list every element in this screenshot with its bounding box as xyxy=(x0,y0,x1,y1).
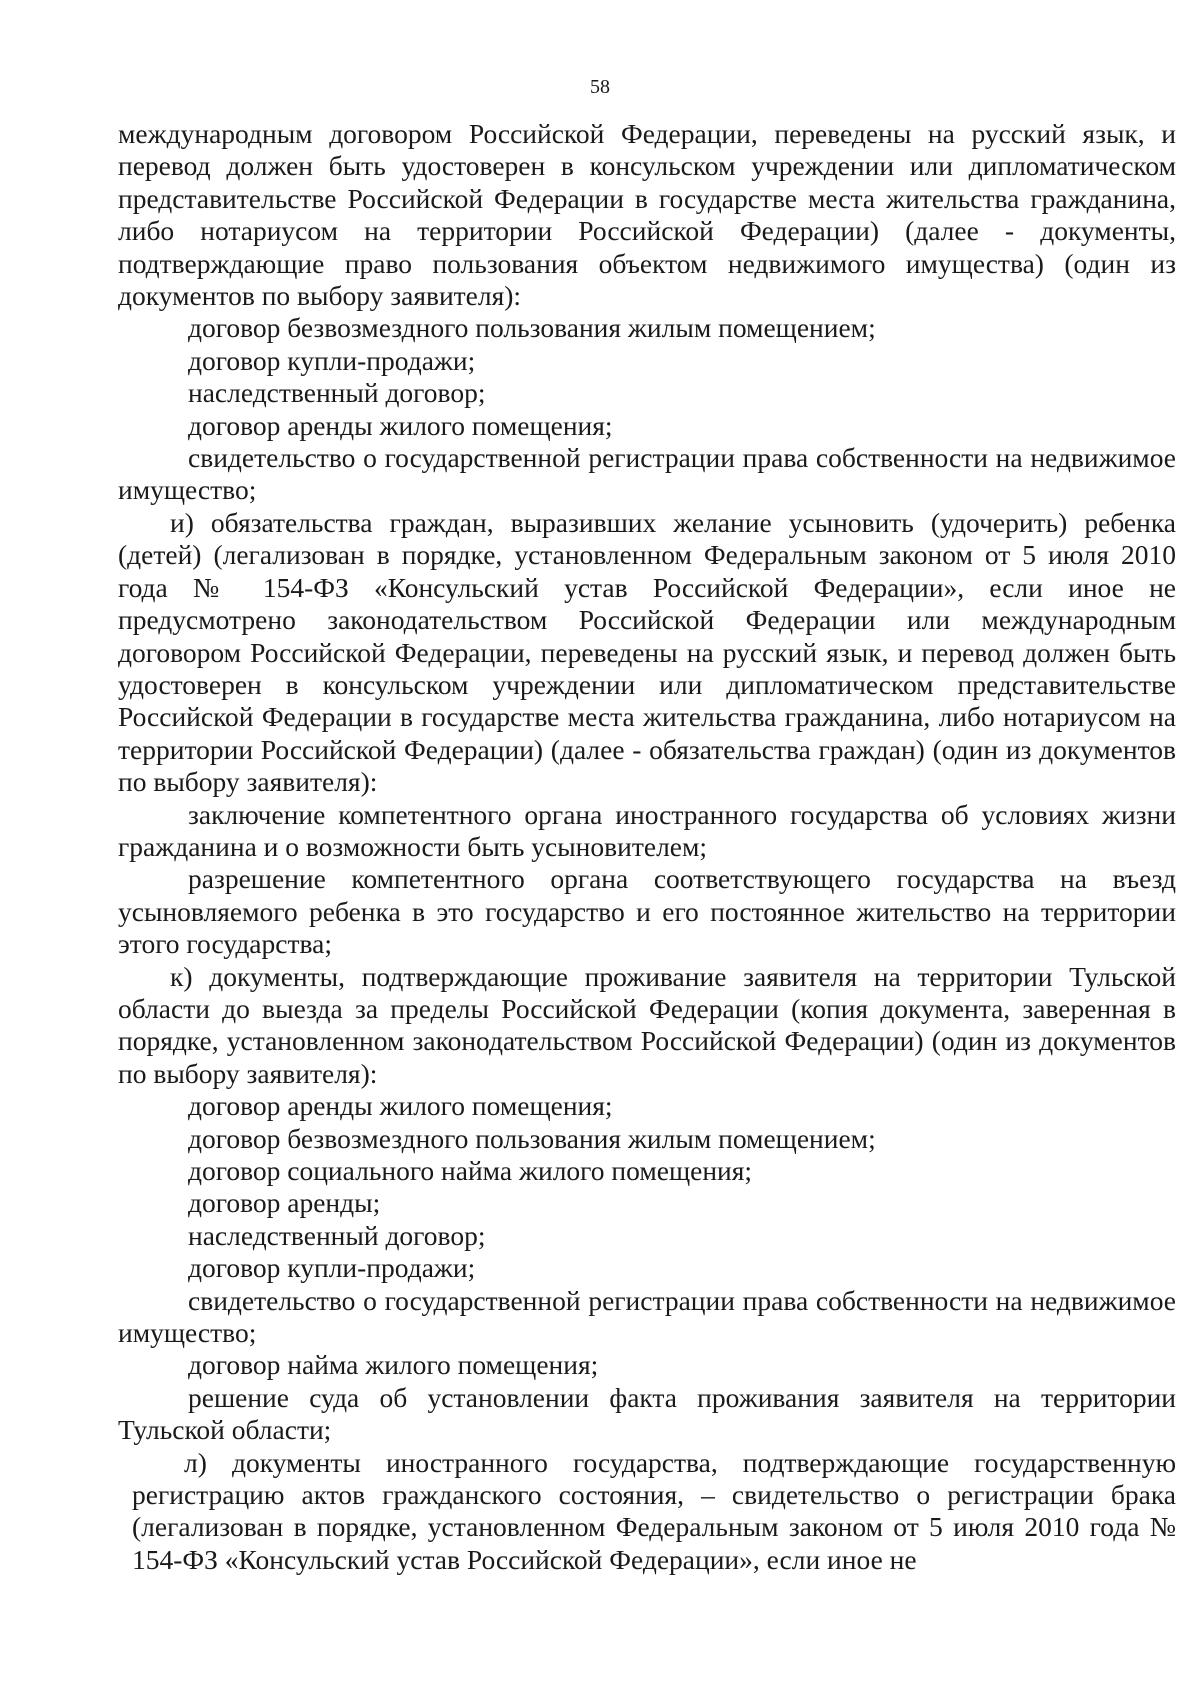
list-item: договор социального найма жилого помещения; xyxy=(188,1155,753,1186)
list-item: свидетельство о государственной регистрации права собственности на недвижимое имущество; xyxy=(118,1284,1176,1349)
paragraph-continuation: международным договором Российской Федерации, переведены на русский язык, и перевод должен быть удостоверен в консульском учреждении или дипломатическом представительстве Российской Федерации в государстве места жительства гражданина, либо нотариусом на территории Российской Федерации) (далее - документы, подтверждающие право пользования объектом недвижимого имущества) (один из документов по выбору заявителя): xyxy=(118,118,1176,312)
list-item: заключение компетентного органа иностранного государства об условиях жизни гражданина и о возможности быть усыновителем; xyxy=(118,798,1176,862)
list-item: наследственный договор; xyxy=(188,1219,486,1251)
paragraph-item-k: к) документы, подтверждающие проживание заявителя на территории Тульской области до выезда за пределы Российской Федерации (копия документа, заверенная в порядке, установленном законодательством Российской Федерации) (один из документов по выбору заявителя): xyxy=(118,960,1176,1089)
list-item: договор безвозмездного пользования жилым помещением; xyxy=(188,1122,876,1154)
list-item: наследственный договор; xyxy=(188,377,486,409)
list-item: свидетельство о государственной регистрации права собственности на недвижимое имущество; xyxy=(118,442,1176,506)
paragraph-item-l: л) документы иностранного государства, подтверждающие государственную регистрацию актов гражданского состояния, – свидетельство о регистрации брака (легализован в порядке, установленном Федеральным законом от 5 июля 2010 года № 154-ФЗ «Консульский устав Российской Федерации», если иное не xyxy=(132,1446,1176,1575)
paragraph-item-i: и) обязательства граждан, выразивших желание усыновить (удочерить) ребенка (детей) (легализован в порядке, установленном Федеральным законом от 5 июля 2010 года № 154-ФЗ «Консульский устав Российской Федерации», если иное не предусмотрено законодательством Российской Федерации или международным договором Российской Федерации, переведены на русский язык, и перевод должен быть удостоверен в консульском учреждении или дипломатическом представительстве Российской Федерации в государстве места жительства гражданина, либо нотариусом на территории Российской Федерации) (далее - обязательства граждан) (один из документов по выбору заявителя): xyxy=(118,506,1176,798)
list-item: договор купли-продажи; xyxy=(188,1252,476,1284)
list-item: договор аренды; xyxy=(188,1187,381,1219)
list-item: решение суда об установлении факта проживания заявителя на территории Тульской области; xyxy=(118,1381,1176,1446)
list-item: договор аренды жилого помещения; xyxy=(188,409,613,441)
list-item: договор безвозмездного пользования жилым помещением; xyxy=(188,312,876,344)
list-item: договор купли-продажи; xyxy=(188,344,476,376)
page-number: 58 xyxy=(590,76,610,98)
list-item: договор аренды жилого помещения; xyxy=(188,1090,613,1122)
list-item: договор найма жилого помещения; xyxy=(188,1349,599,1381)
list-item: разрешение компетентного органа соответствующего государства на въезд усыновляемого ребенка в это государство и его постоянное жительство на территории этого государства; xyxy=(118,863,1176,960)
body-text xyxy=(118,118,1176,1576)
